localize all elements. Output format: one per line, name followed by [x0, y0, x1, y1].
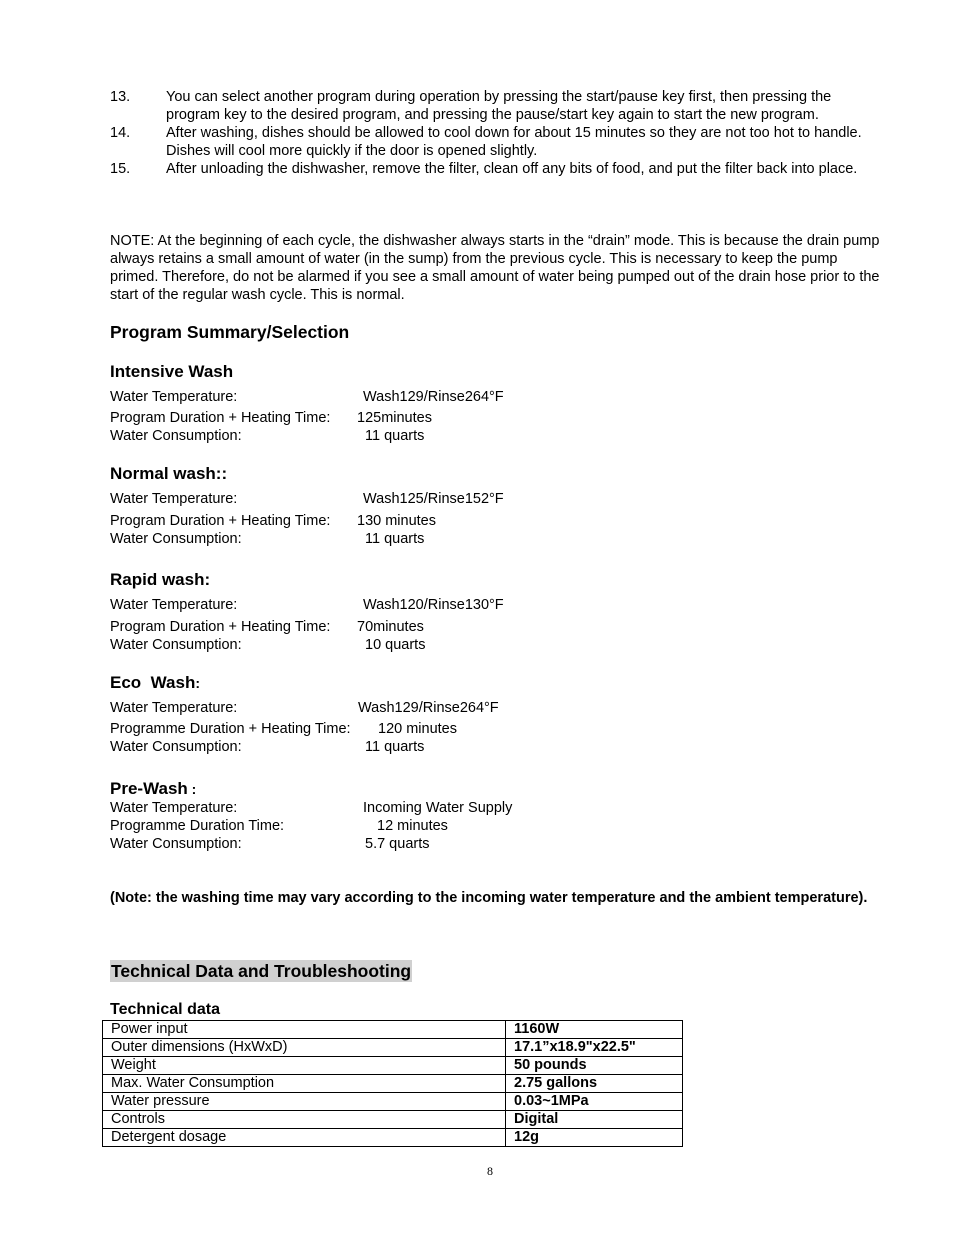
rapid-consumption-row [110, 636, 426, 654]
consumption-label: Water Consumption: [110, 428, 242, 444]
temp-label: Water Temperature: [110, 800, 238, 816]
spec-label: Max. Water Consumption [103, 1075, 506, 1093]
duration-value: 70minutes [357, 619, 424, 635]
technical-data-table [102, 1020, 683, 1147]
temp-label: Water Temperature: [110, 597, 238, 613]
consumption-label: Water Consumption: [110, 637, 242, 653]
duration-label: Programme Duration + Heating Time: [110, 721, 351, 737]
duration-value: 120 minutes [378, 721, 457, 737]
duration-label: Program Duration + Heating Time: [110, 410, 331, 426]
intensive-wash-heading: Intensive Wash [110, 362, 234, 381]
rapid-duration-row [110, 618, 424, 636]
washing-time-note: (Note: the washing time may vary according to the incoming water temperature and the ambient temperature). [110, 890, 868, 906]
spec-value: 12g [506, 1129, 683, 1147]
temp-value: Wash129/Rinse264°F [358, 700, 499, 716]
spec-label: Power input [103, 1021, 506, 1039]
table-row [103, 1021, 683, 1039]
normal-consumption-row [110, 530, 425, 548]
step-number: 15. [110, 161, 131, 177]
temp-label: Water Temperature: [110, 389, 238, 405]
duration-value: 12 minutes [377, 818, 448, 834]
spec-label: Detergent dosage [103, 1129, 506, 1147]
prewash-consumption-row [110, 835, 430, 853]
consumption-label: Water Consumption: [110, 531, 242, 547]
duration-label: Program Duration + Heating Time: [110, 513, 331, 529]
duration-label: Programme Duration Time: [110, 818, 285, 834]
consumption-value: 11 quarts [365, 739, 425, 755]
rapid-temp-row [110, 596, 504, 614]
consumption-value: 11 quarts [365, 428, 425, 444]
duration-label: Program Duration + Heating Time: [110, 619, 331, 635]
instruction-steps [110, 88, 880, 178]
temp-value: Wash125/Rinse152°F [363, 491, 504, 507]
temp-value: Wash120/Rinse130°F [363, 597, 504, 613]
drain-mode-note: NOTE: At the beginning of each cycle, the dishwasher always starts in the “drain” mode. This is because the drain pump always retains a small amount of water (in the sump) from the previous cycle. This is necessary to keep the pump primed. Therefore, do not be alarmed if you see a small amount of water being pumped out of the drain hose prior to the start of the regular wash cycle. This is normal. [110, 233, 880, 303]
rapid-wash-heading: Rapid wash: [110, 570, 211, 589]
consumption-label: Water Consumption: [110, 836, 242, 852]
pre-wash-heading [110, 778, 196, 800]
consumption-value: 5.7 quarts [365, 836, 430, 852]
consumption-label: Water Consumption: [110, 739, 242, 755]
normal-wash-heading: Normal wash:: [110, 464, 228, 483]
step-item [110, 88, 880, 124]
table-row [103, 1057, 683, 1075]
step-number: 14. [110, 125, 131, 141]
step-item [110, 160, 880, 178]
spec-label: Outer dimensions (HxWxD) [103, 1039, 506, 1057]
temp-label: Water Temperature: [110, 491, 238, 507]
spec-value: 1160W [506, 1021, 683, 1039]
technical-data-heading: Technical Data and Troubleshooting [111, 961, 412, 981]
prewash-duration-row [110, 817, 448, 835]
step-text: You can select another program during operation by pressing the start/pause key first, then pressing the program key to the desired program, and pressing the pause/start key again to start the new program. [166, 89, 832, 123]
pre-wash-title-suffix: : [187, 781, 197, 797]
step-number: 13. [110, 89, 131, 105]
consumption-value: 10 quarts [365, 637, 426, 653]
technical-data-subtitle: Technical data [110, 1001, 220, 1018]
normal-temp-row [110, 490, 504, 508]
table-row [103, 1129, 683, 1147]
eco-wash-title-suffix: : [195, 675, 201, 691]
spec-value: 50 pounds [506, 1057, 683, 1075]
step-item [110, 124, 880, 160]
eco-wash-title: Eco Wash [110, 673, 196, 692]
intensive-temp-row [110, 388, 504, 406]
eco-duration-row [110, 720, 457, 738]
temp-label: Water Temperature: [110, 700, 238, 716]
consumption-value: 11 quarts [365, 531, 425, 547]
duration-value: 130 minutes [357, 513, 436, 529]
intensive-consumption-row [110, 427, 425, 445]
program-summary-heading: Program Summary/Selection [110, 322, 350, 342]
eco-consumption-row [110, 738, 425, 756]
spec-value: 17.1”x18.9"x22.5" [506, 1039, 683, 1057]
table-row [103, 1093, 683, 1111]
intensive-duration-row [110, 409, 432, 427]
table-row [103, 1039, 683, 1057]
spec-label: Controls [103, 1111, 506, 1129]
step-text: After washing, dishes should be allowed to cool down for about 15 minutes so they are not too hot to handle. Dishes will cool more quickly if the door is opened slightly. [166, 125, 862, 159]
table-row [103, 1075, 683, 1093]
eco-temp-row [110, 699, 499, 717]
temp-value: Wash129/Rinse264°F [363, 389, 504, 405]
prewash-temp-row [110, 799, 513, 817]
step-text: After unloading the dishwasher, remove the filter, clean off any bits of food, and put the filter back into place. [166, 161, 858, 177]
duration-value: 125minutes [357, 410, 432, 426]
spec-label: Weight [103, 1057, 506, 1075]
spec-value: Digital [506, 1111, 683, 1129]
table-row [103, 1111, 683, 1129]
spec-value: 2.75 gallons [506, 1075, 683, 1093]
temp-value: Incoming Water Supply [363, 800, 513, 816]
spec-label: Water pressure [103, 1093, 506, 1111]
eco-wash-heading [110, 672, 200, 694]
normal-duration-row [110, 512, 436, 530]
spec-value: 0.03~1MPa [506, 1093, 683, 1111]
pre-wash-title: Pre-Wash [110, 779, 188, 798]
page-number: 8 [487, 1164, 493, 1178]
